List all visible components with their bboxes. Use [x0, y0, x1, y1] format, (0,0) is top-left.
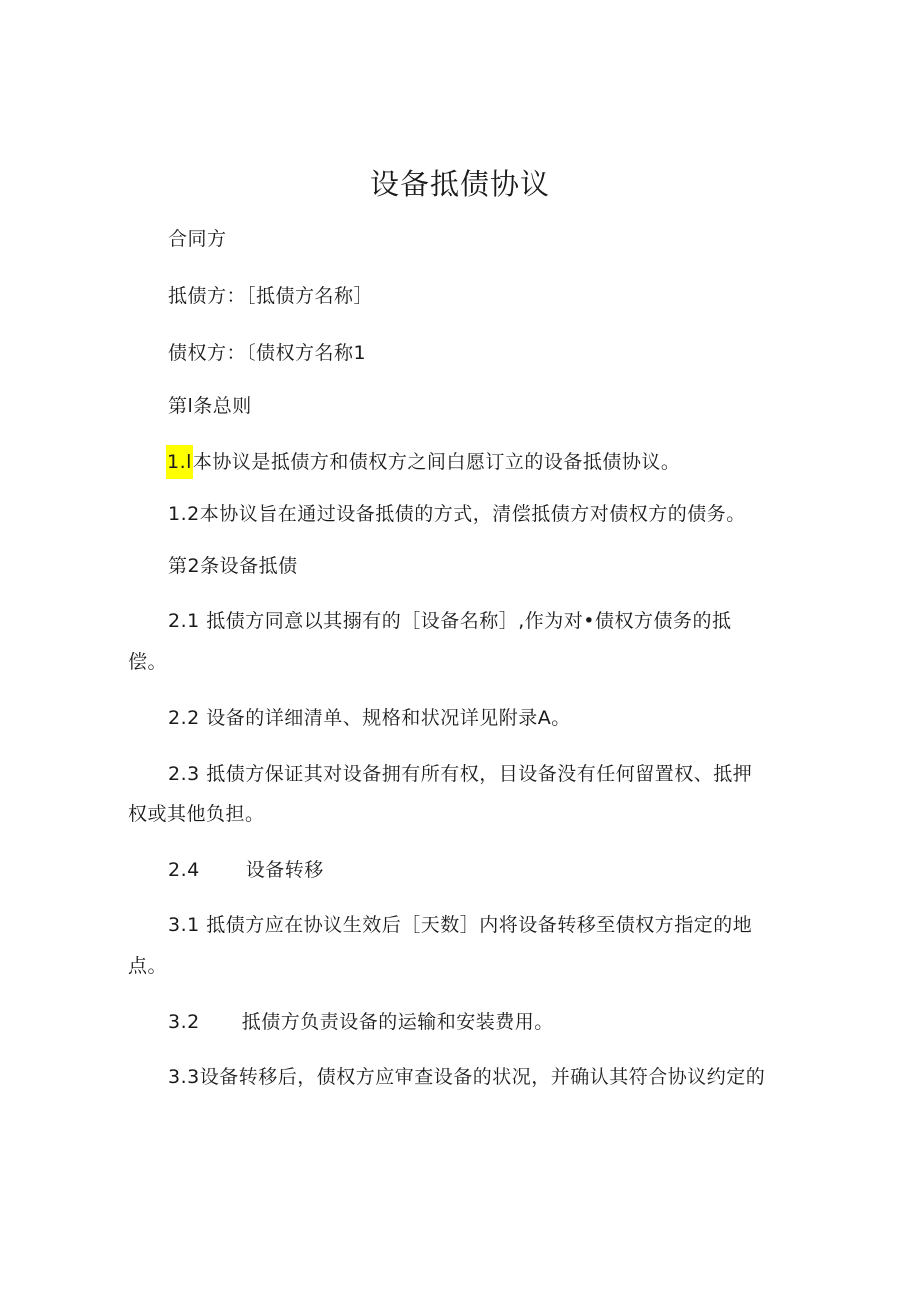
document-title: 设备抵债协议 [369, 167, 550, 201]
clause-2-4-number: 2.4 [168, 859, 200, 881]
clause-3-3: 3.3设备转移后，债权方应审查设备的状况，并确认其符合协议约定的 [168, 1066, 766, 1088]
clause-1-2: 1.2本协议旨在通过设备抵债的方式，清偿抵债方对债权方的债务。 [168, 503, 746, 525]
clause-3-2-number: 3.2 [168, 1011, 200, 1033]
clause-1-1-text: 本协议是抵债方和债权方之间白愿订立的设备抵债协议。 [192, 451, 681, 473]
clause-2-2: 2.2 设备的详细清单、规格和状况详见附录A。 [168, 707, 571, 729]
clause-3-1: 3.1 抵债方应在协议生效后［天数］内将设备转移至债权方指定的地 [168, 914, 753, 936]
clause-2-4-text: 设备转移 [245, 859, 324, 881]
clause-3-2 [168, 1007, 554, 1037]
parties-heading: 合同方 [168, 228, 227, 250]
clause-3-1-continued: 点。 [128, 955, 168, 977]
clause-2-3: 2.3 抵债方保证其对设备拥有所有权，目设备没有任何留置权、抵押 [168, 763, 753, 785]
clause-2-1-continued: 偿。 [128, 651, 168, 673]
article-1-heading: 第l条总则 [168, 395, 252, 417]
clause-2-1: 2.1 抵债方同意以其搦有的［设备名称］,作为对•债权方债务的抵 [168, 610, 732, 632]
debtor-line: 抵债方：［抵债方名称］ [168, 285, 374, 307]
clause-2-3-continued: 权或其他负担。 [128, 803, 265, 825]
article-2-heading: 第2条设备抵债 [168, 555, 298, 577]
clause-3-2-text: 抵债方负责设备的运输和安装费用。 [241, 1011, 554, 1033]
creditor-line: 债权方：〔债权方名称1 [168, 342, 367, 364]
clause-1-1 [166, 445, 680, 479]
clause-2-4 [168, 855, 324, 885]
highlighted-clause-number: 1.l [166, 445, 193, 479]
